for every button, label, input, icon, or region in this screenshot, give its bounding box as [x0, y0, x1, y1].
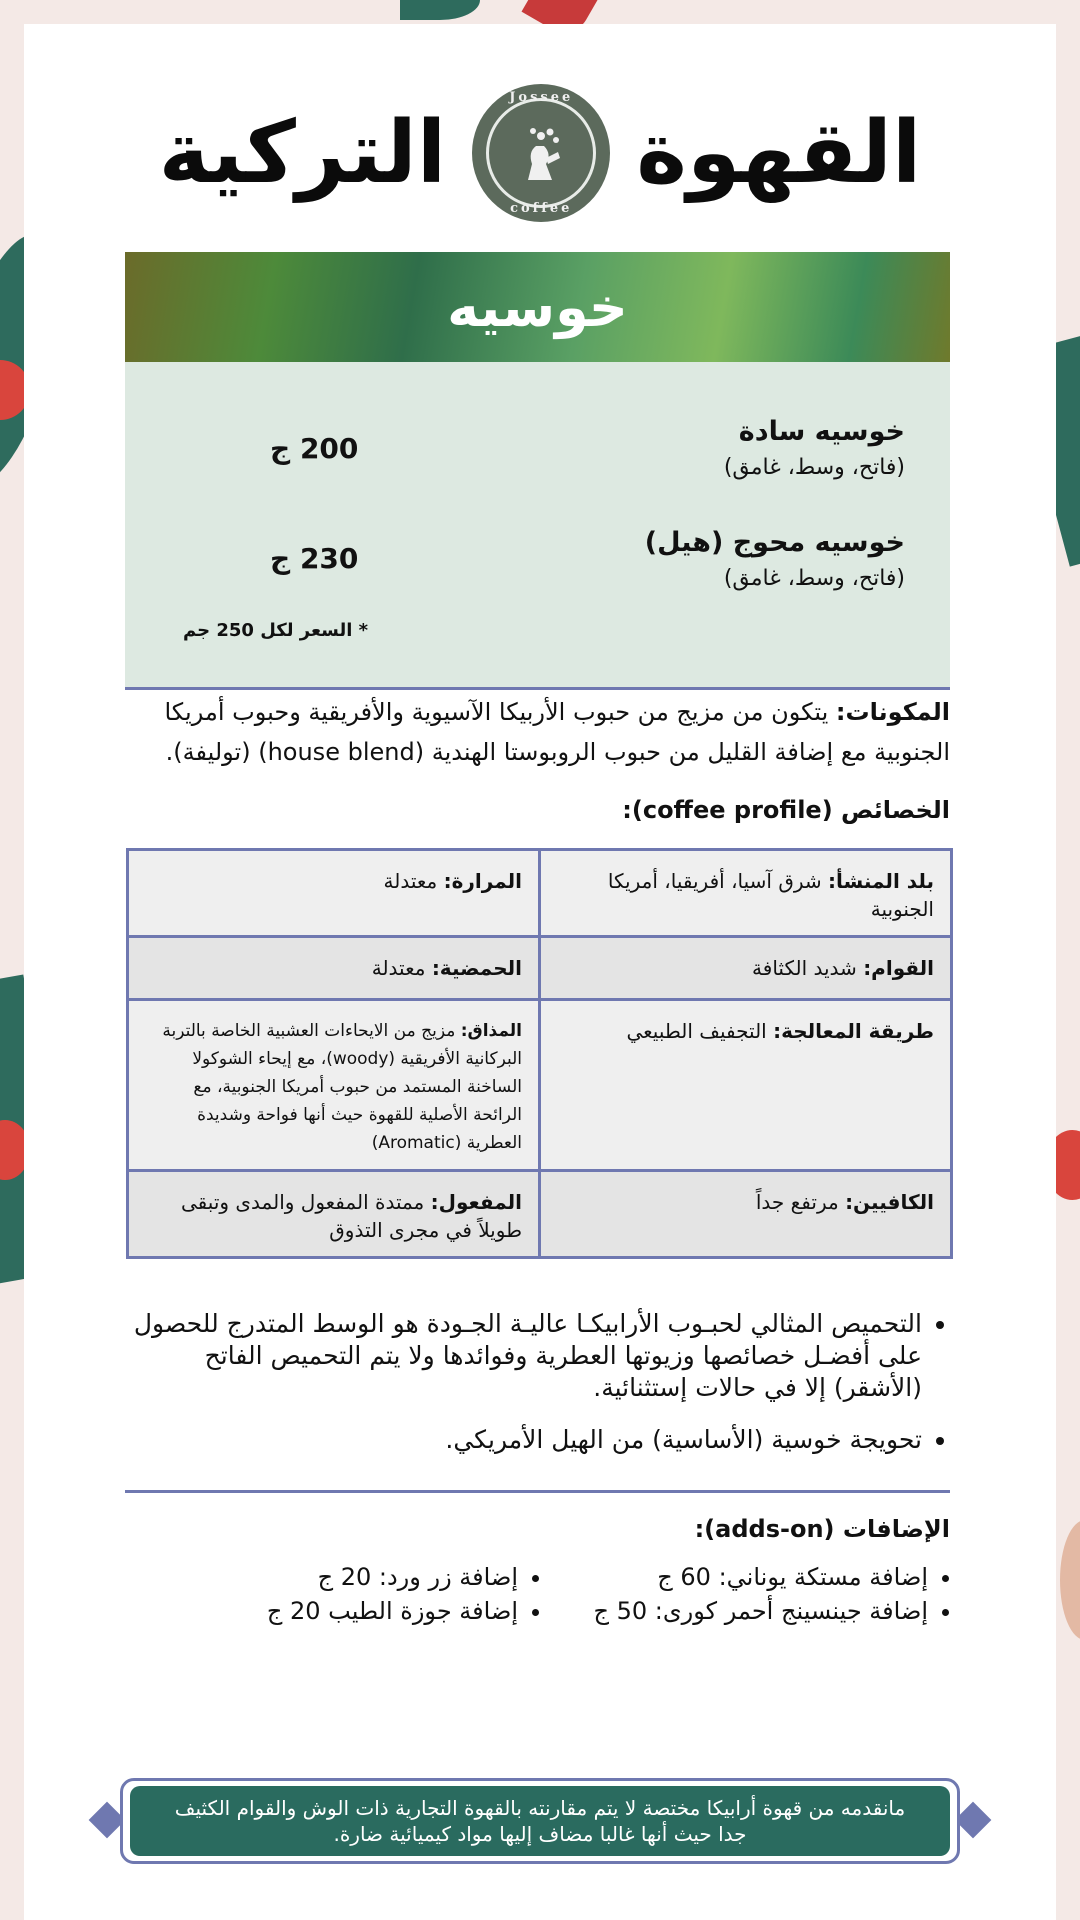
notes-list — [125, 1308, 950, 1456]
price-value: 230 ج — [270, 542, 359, 575]
cell-value: مزيج من الايحاءات العشبية الخاصة بالتربة البركانية الأفريقية (woody)، مع إيحاء الشوكولا الساخنة المستمد من حبوب أمريكا الجنوبية، مع الرائحة الأصلية للقهوة حيث أنها فواحة وشديدة العطرية (Aromatic) — [162, 1021, 522, 1153]
price-item-options: (فاتح، وسط، غامق) — [723, 566, 905, 591]
table-cell — [540, 1000, 952, 1171]
price-item — [645, 527, 905, 591]
cell-label: المذاق: — [460, 1021, 522, 1041]
table-cell — [128, 850, 540, 937]
price-note: * السعر لكل 250 جم — [183, 620, 369, 641]
cell-value: شديد الكثافة — [752, 956, 864, 980]
table-row — [128, 937, 952, 1000]
price-value: 200 ج — [270, 432, 359, 465]
cell-label: بلد المنشأ: — [828, 869, 934, 893]
cell-label: الحمضية: — [431, 956, 522, 980]
cell-value: معتدلة — [383, 869, 444, 893]
addons-list-left — [120, 1560, 540, 1628]
list-item: • إضافة مستكة يوناني: 60 ج — [550, 1560, 928, 1594]
addons-list-right — [550, 1560, 950, 1628]
table-cell — [540, 937, 952, 1000]
leaf-decoration — [400, 0, 480, 20]
list-item: • التحميص المثالي لحبـوب الأرابيكـا عاليـة الجـودة هو الوسط المتدرج للحصول على أفضـل خصائصها وزيوتها العطرية وفوائدها ولا يتم التحميص الفاتح (الأشقر) إلا في حالات إستثنائية. — [125, 1308, 922, 1404]
title-left-word: التركية — [158, 103, 447, 203]
list-item: • إضافة زر ورد: 20 ج — [120, 1560, 518, 1594]
cell-label: طريقة المعالجة: — [773, 1019, 934, 1043]
profile-title: الخصائص (coffee profile): — [622, 796, 950, 824]
ingredients-label: المكونات: — [835, 698, 950, 726]
cell-value: التجفيف الطبيعي — [626, 1019, 774, 1043]
coffee-profile-table — [126, 848, 953, 1259]
title-right-word: القهوة — [636, 103, 922, 203]
addons-title: الإضافات (adds-on): — [694, 1515, 950, 1543]
jossee-coffee-logo — [472, 84, 610, 222]
cell-label: المفعول: — [430, 1190, 522, 1214]
table-row — [128, 850, 952, 937]
ornament-icon — [955, 1802, 992, 1839]
logo-emblem — [486, 98, 596, 208]
table-cell — [540, 850, 952, 937]
price-item-name: خوسيه محوج (هيل) — [644, 527, 905, 558]
table-cell — [128, 937, 540, 1000]
price-item — [724, 416, 905, 480]
table-row — [128, 1171, 952, 1258]
list-item: • إضافة جوزة الطيب 20 ج — [120, 1594, 518, 1628]
list-item: • تحويجة خوسية (الأساسية) من الهيل الأمريكي. — [125, 1424, 922, 1456]
footer-text: مانقدمه من قهوة أرابيكا مختصة لا يتم مقارنته بالقهوة التجارية ذات الوش والقوام الكثيف جدا حيث أنها غالبا مضاف إليها مواد كيميائية ضارة. — [174, 1796, 906, 1846]
logo-text-bottom: coffee — [510, 201, 573, 216]
price-item-options: (فاتح، وسط، غامق) — [723, 455, 905, 480]
table-row — [128, 1000, 952, 1171]
price-item-name: خوسيه سادة — [738, 416, 905, 447]
page-title — [0, 78, 1080, 228]
price-box — [125, 362, 950, 690]
list-item: • إضافة جينسينج أحمر كورى: 50 ج — [550, 1594, 928, 1628]
ingredients-text: يتكون من مزيج من حبوب الأربيكا الآسيوية والأفريقية وحبوب أمريكا الجنوبية مع إضافة القليل من حبوب الروبوستا الهندية (house blend) (توليفة). — [164, 698, 950, 766]
cell-label: الكافيين: — [845, 1190, 934, 1214]
cell-value: شرق آسيا، أفريقيا، أمريكا الجنوبية — [607, 869, 934, 921]
product-banner — [125, 252, 950, 362]
coffee-figure-icon — [506, 118, 576, 188]
ingredients-paragraph — [125, 692, 950, 772]
roasting-notes — [125, 1308, 950, 1476]
cell-label: المرارة: — [443, 869, 522, 893]
cell-value: معتدلة — [371, 956, 432, 980]
cell-value: ممتدة المفعول والمدى وتبقى طويلاً في مجرى التذوق — [181, 1190, 522, 1242]
footer-box — [130, 1786, 950, 1856]
cell-label: القوام: — [863, 956, 934, 980]
table-cell — [128, 1000, 540, 1171]
table-cell — [540, 1171, 952, 1258]
footer-banner — [90, 1778, 990, 1864]
section-divider — [125, 1490, 950, 1493]
banner-title: خوسيه — [447, 275, 628, 339]
table-cell — [128, 1171, 540, 1258]
logo-text-top: Jossee — [509, 90, 574, 105]
leaf-decoration — [1060, 1520, 1080, 1640]
cell-value: مرتفع جداً — [755, 1190, 846, 1214]
